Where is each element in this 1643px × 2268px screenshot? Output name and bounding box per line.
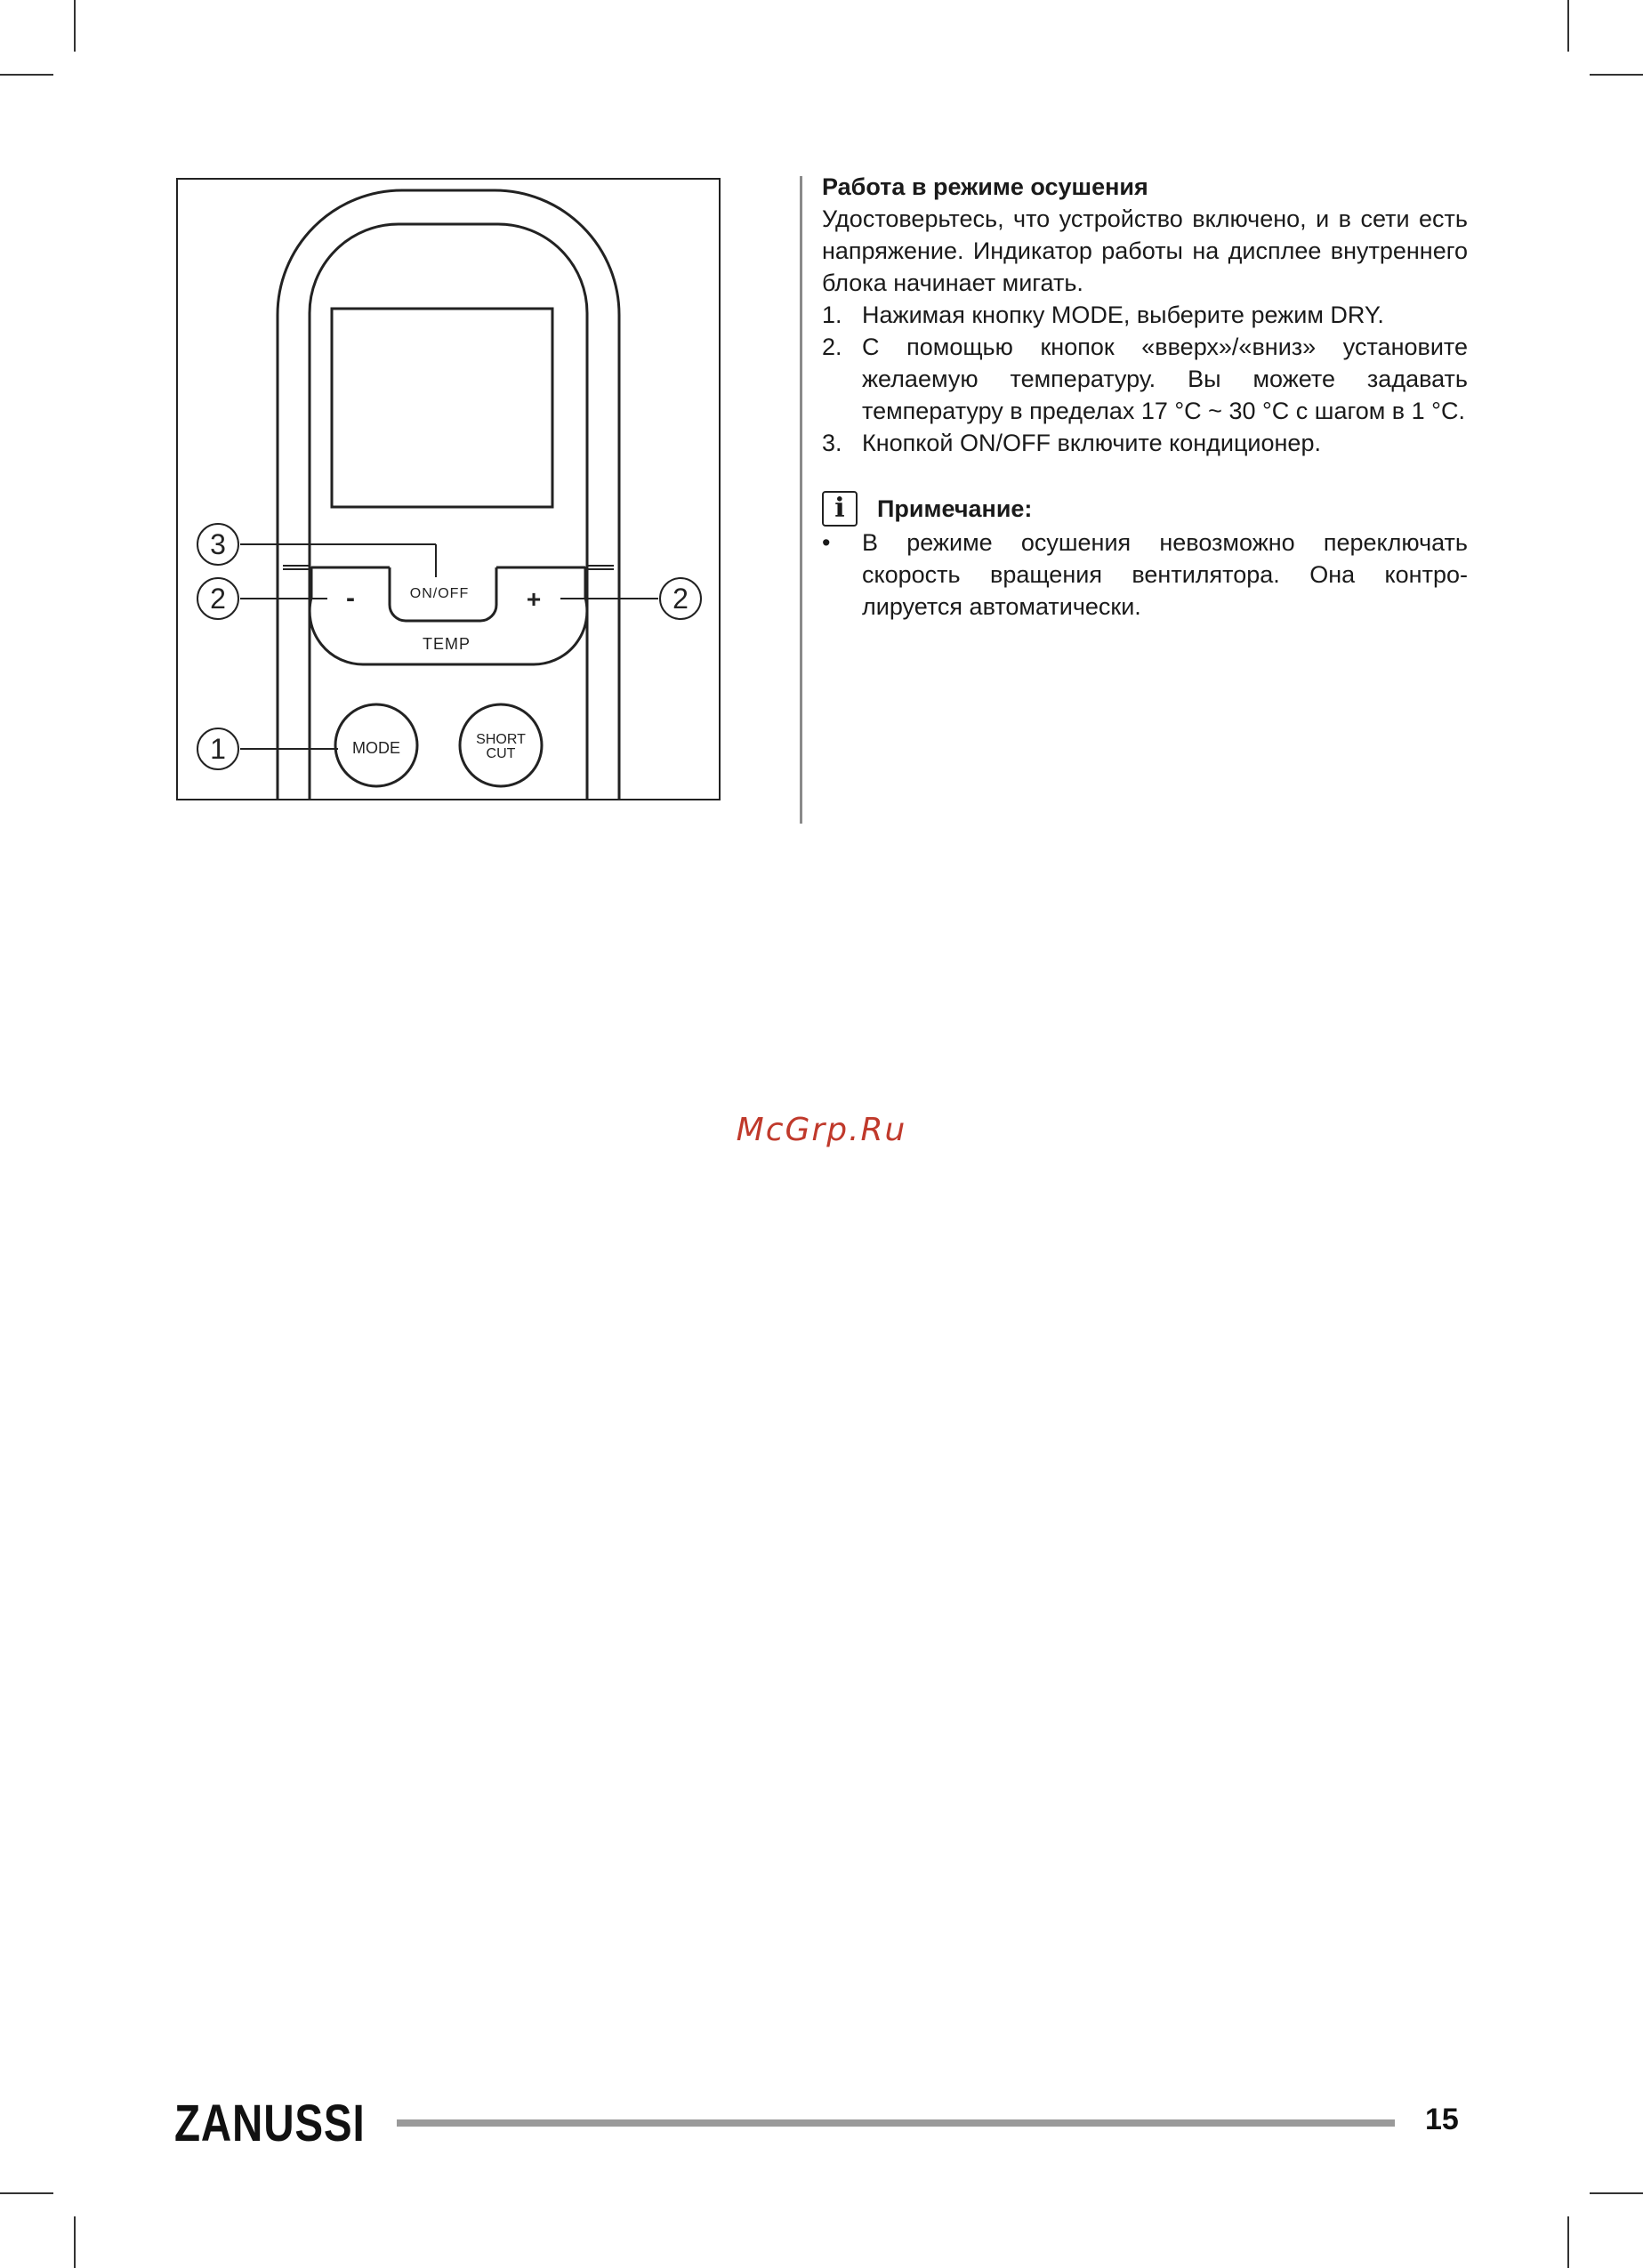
footer-rule	[397, 2119, 1395, 2127]
crop-mark	[1567, 0, 1569, 52]
note-text: В режиме осушения невозможно переключать скорость вращения вентилятора. Она контро-лируется автоматически.	[862, 529, 1468, 620]
shortcut-label-line1: SHORT	[476, 732, 526, 747]
display-screen	[332, 309, 552, 507]
crop-mark	[0, 74, 53, 76]
callout-2-right: 2	[673, 583, 689, 615]
crop-mark	[1590, 74, 1643, 76]
list-item	[822, 427, 1468, 459]
minus-label: -	[346, 583, 355, 613]
shortcut-label-line2: CUT	[486, 746, 516, 761]
section-title: Работа в режиме осушения	[822, 173, 1148, 200]
crop-mark	[0, 2192, 53, 2194]
list-item	[822, 331, 1468, 427]
watermark: McGrp.Ru	[736, 1112, 907, 1148]
step-text: С помощью кнопок «вверх»/«вниз» установите желаемую температуру. Вы можете задавать температуру в пределах 17 °C ~ 30 °C с шагом в 1 °C.	[862, 334, 1468, 424]
onoff-label: ON/OFF	[409, 586, 470, 601]
list-item	[822, 527, 1468, 623]
list-item	[822, 299, 1468, 331]
plus-label: +	[526, 585, 542, 613]
callout-2-left: 2	[210, 583, 226, 615]
note-title: Примечание:	[877, 495, 1033, 522]
brand-logo: ZANUSSI	[174, 2095, 366, 2152]
step-text: Кнопкой ON/OFF включите кондиционер.	[862, 430, 1321, 456]
column-divider	[800, 176, 802, 824]
note-list	[822, 527, 1468, 623]
steps-list	[822, 299, 1468, 459]
step-number: 3.	[822, 430, 842, 456]
callout-1: 1	[210, 733, 226, 765]
step-number: 2.	[822, 334, 842, 360]
remote-control-figure	[176, 178, 721, 800]
instructions-column	[822, 171, 1468, 623]
callout-3: 3	[210, 528, 226, 560]
crop-mark	[1567, 2216, 1569, 2268]
info-icon: i	[822, 491, 858, 527]
section-intro: Удостоверьтесь, что устройство включено, и в сети есть напряжение. Индикатор работы на дисплее внутреннего блока начинает мигать.	[822, 205, 1468, 296]
remote-control-drawing	[178, 180, 721, 800]
crop-mark	[74, 2216, 76, 2268]
temp-label: TEMP	[422, 635, 471, 653]
page-number: 15	[1425, 2103, 1459, 2136]
bullet: •	[822, 529, 831, 556]
step-number: 1.	[822, 302, 842, 328]
mode-label: MODE	[352, 739, 400, 757]
crop-mark	[74, 0, 76, 52]
step-text: Нажимая кнопку MODE, выберите режим DRY.	[862, 302, 1384, 328]
crop-mark	[1590, 2192, 1643, 2194]
note-block	[822, 491, 1468, 623]
